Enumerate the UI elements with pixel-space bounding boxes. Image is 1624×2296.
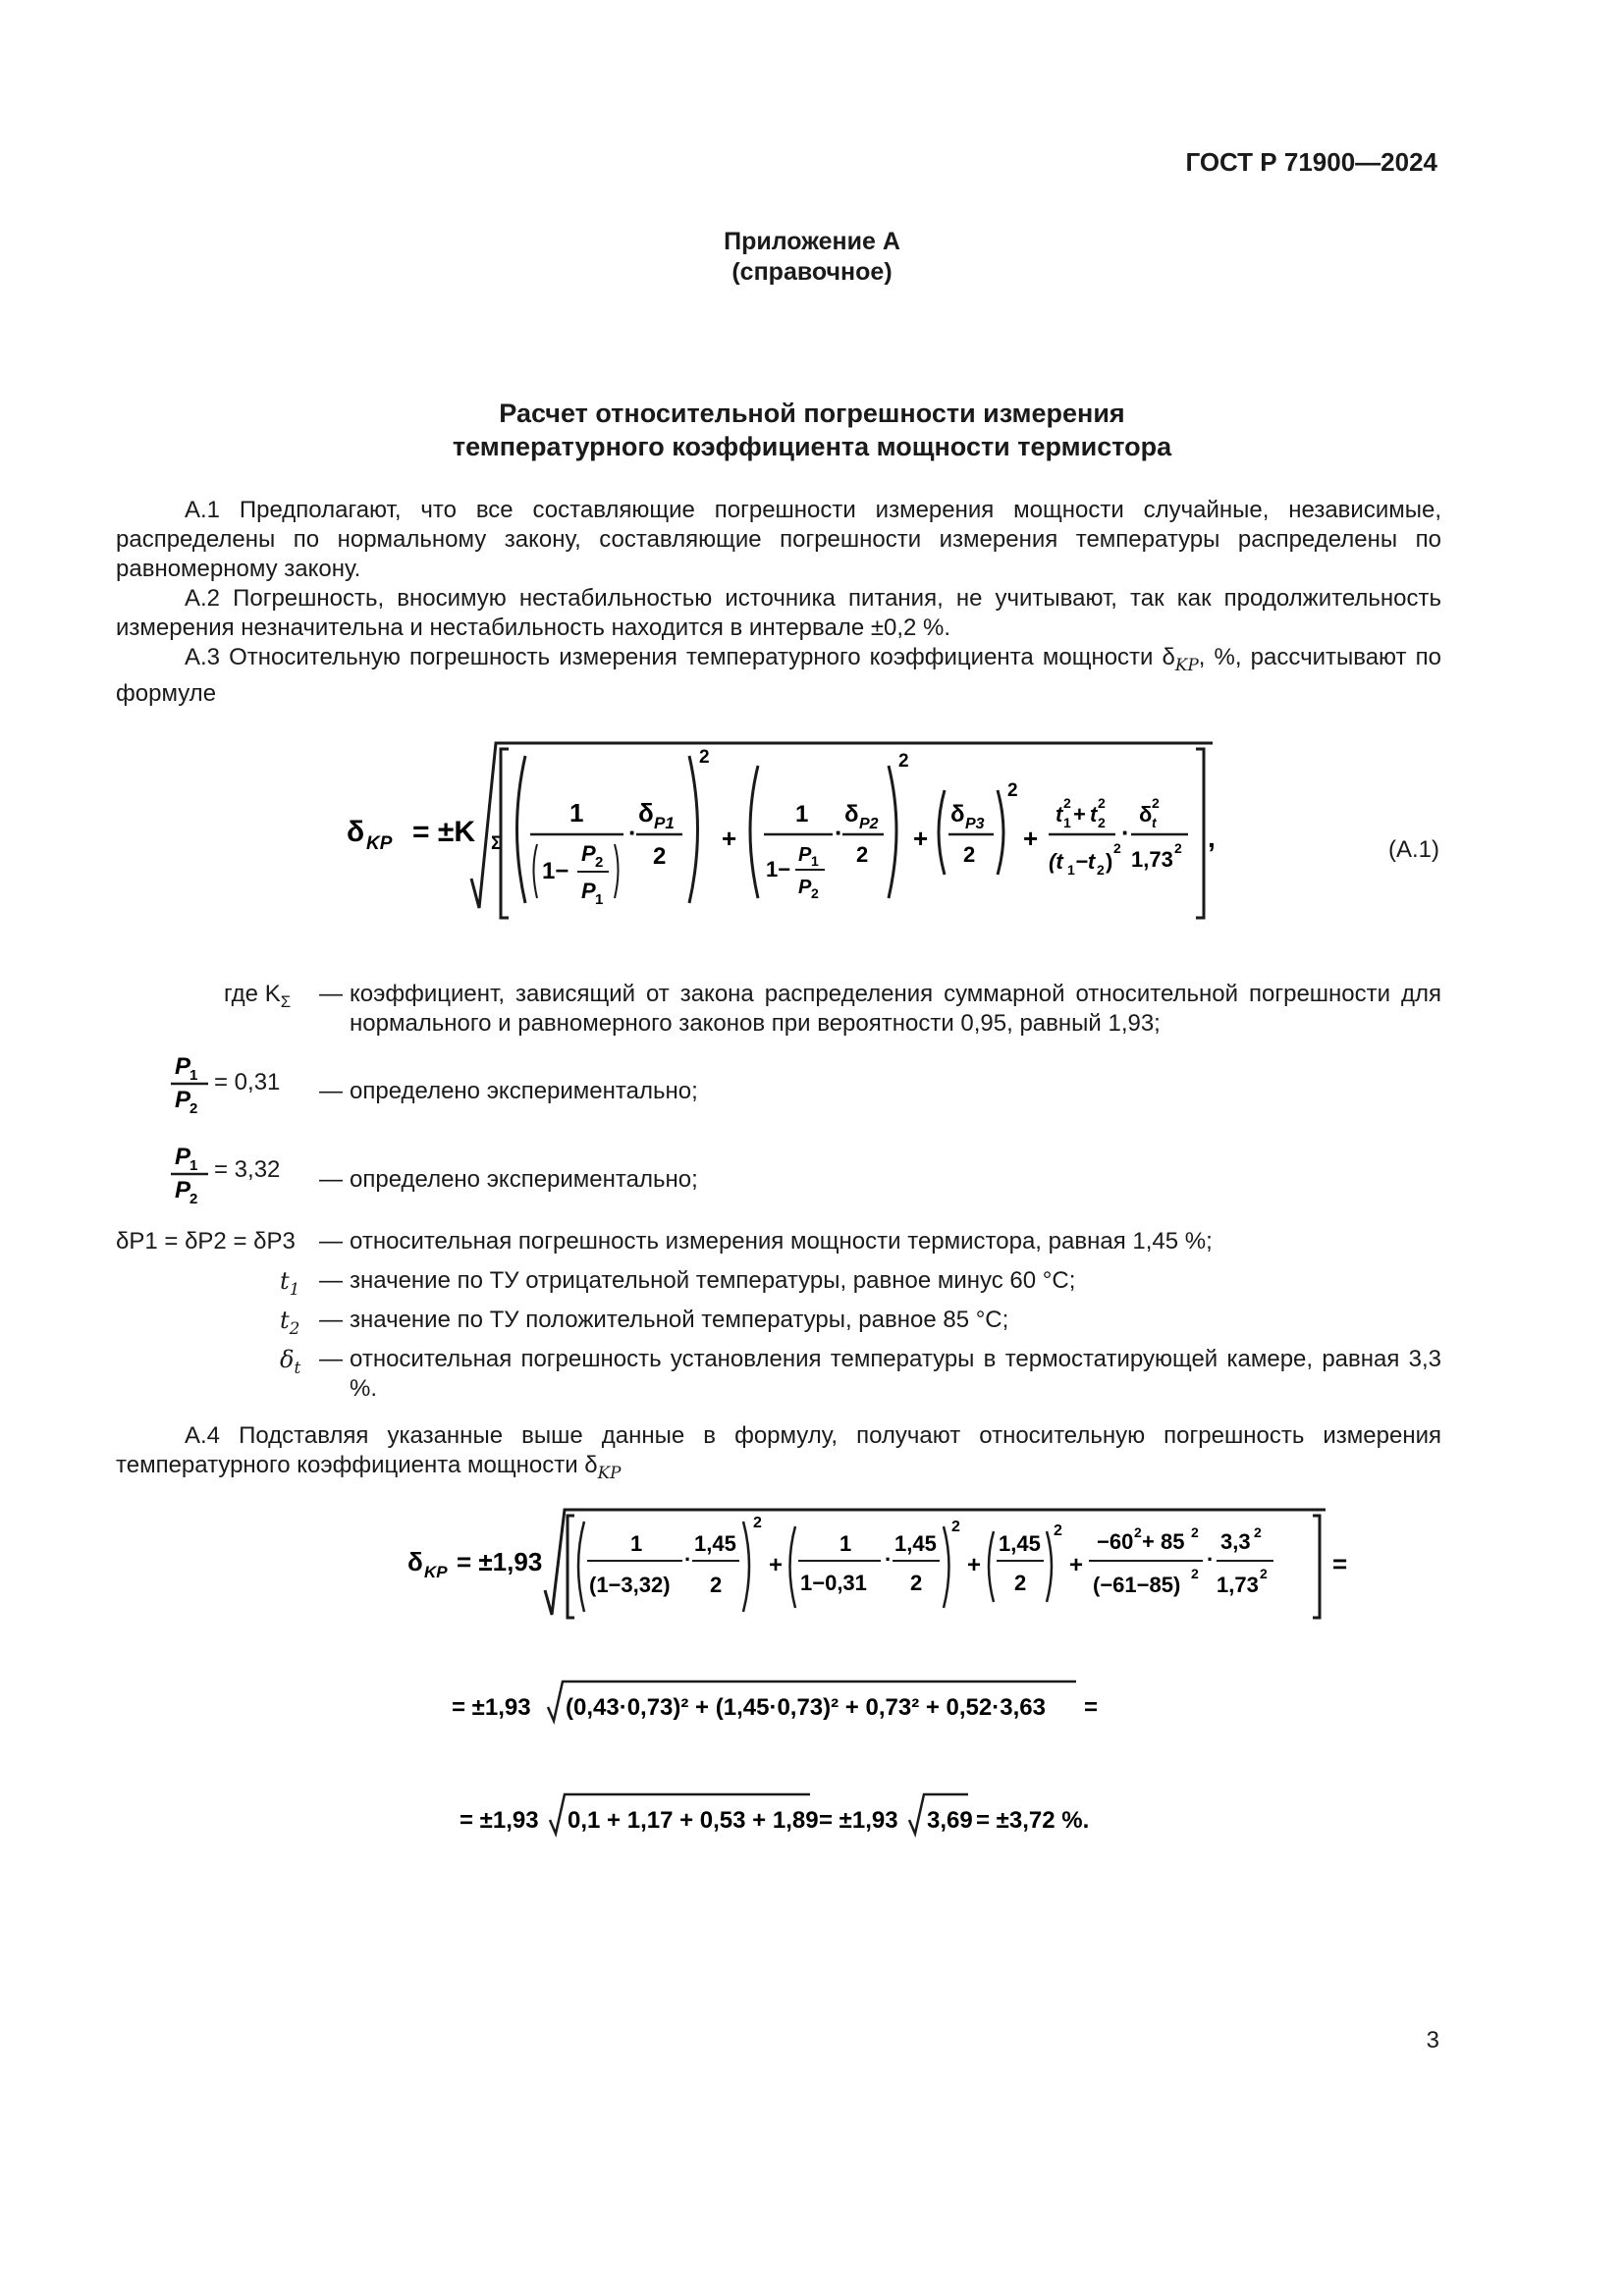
def-delta-t-label: $\delta_t$ bbox=[280, 1346, 301, 1377]
def-t2-text: значение по ТУ положительной температуры, равное 85 °С; bbox=[350, 1307, 1009, 1333]
svg-text:·: · bbox=[1207, 1547, 1215, 1572]
svg-text:P: P bbox=[175, 1144, 191, 1170]
svg-text:1,73: 1,73 bbox=[1217, 1573, 1259, 1597]
section-title-line1: Расчет относительной погрешности измерения bbox=[499, 399, 1125, 428]
svg-text:P: P bbox=[175, 1087, 191, 1113]
svg-text:(t: (t bbox=[1049, 849, 1063, 874]
svg-text:2: 2 bbox=[1063, 795, 1071, 811]
formula-k-sub: Σ bbox=[491, 833, 503, 854]
svg-text:2: 2 bbox=[1134, 1524, 1142, 1540]
svg-text:2: 2 bbox=[753, 1515, 762, 1531]
svg-text:P: P bbox=[581, 879, 596, 903]
def-k-sigma-text: коэффициент, зависящий от закона распределения суммарной относительной погрешности для нормального и равномерного законов при вероятности 0,95, равный 1,93; bbox=[350, 981, 1441, 1037]
svg-text:P: P bbox=[175, 1177, 191, 1203]
svg-text:1: 1 bbox=[1067, 862, 1075, 878]
svg-text:1−: 1− bbox=[542, 858, 569, 884]
svg-text:(0,43·0,73)² + (1,45·0,73)² +: (0,43·0,73)² + (1,45·0,73)² + 0,73² + 0,52·3,63 bbox=[566, 1694, 1046, 1721]
document-code: ГОСТ Р 71900—2024 bbox=[1185, 147, 1437, 177]
formula-lhs-sub: KP bbox=[366, 833, 393, 854]
svg-text:(1−3,32): (1−3,32) bbox=[589, 1573, 671, 1597]
svg-text:2: 2 bbox=[811, 885, 819, 901]
svg-text:= ±1,93: = ±1,93 bbox=[452, 1694, 531, 1721]
formula-bracket-left bbox=[501, 749, 509, 918]
svg-text:2: 2 bbox=[595, 854, 604, 871]
svg-text:3,3: 3,3 bbox=[1220, 1529, 1251, 1554]
paragraph-a2: А.2 Погрешность, вносимую нестабильностью источника питания, не учитывают, так как продолжительность измерения незначительна и нестабильность находится в интервале ±0,2 %. bbox=[116, 585, 1441, 641]
svg-text:·: · bbox=[885, 1547, 893, 1572]
def-delta-p-text: относительная погрешность измерения мощности термистора, равная 1,45 %; bbox=[350, 1228, 1213, 1255]
svg-text:): ) bbox=[1106, 849, 1113, 874]
def-dash: — bbox=[319, 981, 343, 1007]
svg-text:−60: −60 bbox=[1097, 1529, 1134, 1554]
paragraph-a4: А.4 Подставляя указанные выше данные в формулу, получают относительную погрешность измерения температурного коэффициента мощности $\delta_{KP}$ bbox=[116, 1422, 1441, 1482]
svg-text:+: + bbox=[722, 824, 737, 853]
def-t2-label: $t_2$ bbox=[280, 1307, 300, 1338]
svg-text:P: P bbox=[798, 844, 812, 866]
paragraph-a3: А.3 Относительную погрешность измерения температурного коэффициента мощности $\delta_{KP}$, %, рассчитывают по формуле bbox=[116, 644, 1441, 707]
svg-text:2: 2 bbox=[1152, 795, 1160, 811]
svg-text:2: 2 bbox=[1098, 815, 1106, 830]
svg-text:1,45: 1,45 bbox=[894, 1531, 937, 1556]
formula-t1-num: 1 bbox=[569, 798, 584, 828]
svg-text:+ 85: + 85 bbox=[1142, 1529, 1185, 1554]
def-t1-label: $t_1$ bbox=[280, 1267, 300, 1299]
def-delta-t-text: относительная погрешность установления температуры в термостатирующей камере, равная 3,3 %. bbox=[350, 1346, 1441, 1402]
def-dash: — bbox=[319, 1228, 343, 1255]
svg-text:P2: P2 bbox=[859, 816, 879, 832]
svg-text:t: t bbox=[1152, 815, 1157, 830]
svg-text:2: 2 bbox=[1007, 780, 1018, 801]
def-ratio-2-text: определено экспериментально; bbox=[350, 1166, 698, 1193]
svg-text:P3: P3 bbox=[965, 816, 985, 832]
def-dash: — bbox=[319, 1307, 343, 1333]
svg-text:δ: δ bbox=[1139, 802, 1153, 827]
section-title-line2: температурного коэффициента мощности термистора bbox=[452, 432, 1172, 461]
svg-text:2: 2 bbox=[1014, 1571, 1027, 1595]
def-dash: — bbox=[319, 1267, 343, 1294]
def-t1-text: значение по ТУ отрицательной температуры, равное минус 60 °С; bbox=[350, 1267, 1076, 1294]
svg-text:1: 1 bbox=[839, 1531, 852, 1556]
svg-text:2: 2 bbox=[189, 1191, 198, 1203]
def-dash: — bbox=[319, 1346, 343, 1372]
svg-text:2: 2 bbox=[951, 1519, 960, 1535]
formula-eq-k: = ±K bbox=[412, 816, 475, 848]
svg-text:1: 1 bbox=[630, 1531, 643, 1556]
svg-text:2: 2 bbox=[653, 843, 667, 870]
svg-text:3,69: 3,69 bbox=[927, 1807, 973, 1834]
calc-line-2 bbox=[452, 1674, 1119, 1733]
svg-text:0,1 + 1,17 + 0,53 + 1,89: 0,1 + 1,17 + 0,53 + 1,89 bbox=[568, 1807, 819, 1834]
svg-text:·: · bbox=[684, 1547, 692, 1572]
svg-text:2: 2 bbox=[1174, 840, 1182, 856]
svg-text:P: P bbox=[581, 841, 596, 866]
svg-text:,: , bbox=[1208, 823, 1216, 853]
svg-text:1: 1 bbox=[189, 1067, 198, 1084]
svg-text:δ: δ bbox=[950, 801, 965, 828]
def-ratio-1-text: определено экспериментально; bbox=[350, 1078, 698, 1104]
svg-text:+: + bbox=[1023, 824, 1039, 853]
svg-text:2: 2 bbox=[856, 842, 869, 867]
appendix-type: (справочное) bbox=[731, 258, 893, 286]
svg-text:1−0,31: 1−0,31 bbox=[800, 1571, 867, 1595]
svg-text:= ±1,93: = ±1,93 bbox=[460, 1807, 539, 1834]
svg-text:2: 2 bbox=[1254, 1524, 1262, 1540]
svg-text:2: 2 bbox=[1097, 862, 1105, 878]
paragraph-a1: А.1 Предполагают, что все составляющие погрешности измерения мощности случайные, независимые, распределены по нормальному закону, составляющие погрешности измерения температуры распределены по равномерному закону. bbox=[116, 497, 1441, 582]
svg-text:=: = bbox=[1332, 1549, 1348, 1578]
svg-text:1,45: 1,45 bbox=[694, 1531, 736, 1556]
svg-text:+: + bbox=[967, 1552, 982, 1578]
svg-text:1: 1 bbox=[595, 891, 604, 908]
svg-text:t: t bbox=[1056, 802, 1063, 827]
svg-text:1,73: 1,73 bbox=[1131, 847, 1173, 872]
svg-text:+: + bbox=[913, 824, 929, 853]
svg-text:·: · bbox=[1121, 818, 1130, 847]
svg-text:2: 2 bbox=[699, 747, 710, 768]
svg-text:=: = bbox=[1084, 1694, 1099, 1721]
page-number: 3 bbox=[1426, 2027, 1439, 2054]
def-dash: — bbox=[319, 1078, 343, 1104]
svg-text:+: + bbox=[1069, 1552, 1084, 1578]
svg-text:1: 1 bbox=[189, 1157, 198, 1174]
svg-text:2: 2 bbox=[710, 1573, 723, 1597]
svg-text:+: + bbox=[1073, 802, 1086, 827]
svg-text:1: 1 bbox=[795, 801, 809, 828]
svg-text:= ±3,72 %.: = ±3,72 %. bbox=[976, 1807, 1090, 1834]
svg-text:2: 2 bbox=[910, 1571, 923, 1595]
svg-text:2: 2 bbox=[1191, 1566, 1199, 1581]
svg-text:2: 2 bbox=[1260, 1566, 1268, 1581]
svg-text:(−61−85): (−61−85) bbox=[1093, 1573, 1181, 1597]
def-ratio-2-value: = 3,32 bbox=[214, 1156, 281, 1183]
svg-text:1: 1 bbox=[811, 853, 819, 869]
svg-text:·: · bbox=[835, 818, 843, 847]
svg-text:2: 2 bbox=[1054, 1522, 1062, 1539]
formula-bracket-right bbox=[1196, 749, 1204, 918]
svg-text:+: + bbox=[769, 1552, 784, 1578]
formula-number: (А.1) bbox=[1387, 836, 1439, 863]
svg-text:1: 1 bbox=[1063, 815, 1071, 830]
svg-text:= ±1,93: = ±1,93 bbox=[819, 1807, 898, 1834]
def-dash: — bbox=[319, 1166, 343, 1193]
svg-text:2: 2 bbox=[1113, 840, 1121, 856]
svg-text:P: P bbox=[175, 1053, 191, 1080]
calc-line-3 bbox=[460, 1787, 1127, 1845]
svg-text:·: · bbox=[628, 818, 637, 847]
svg-text:2: 2 bbox=[963, 842, 976, 867]
svg-text:P1: P1 bbox=[654, 814, 675, 832]
svg-text:2: 2 bbox=[1191, 1524, 1199, 1540]
def-delta-p-label: δP1 = δP2 = δP3 bbox=[116, 1228, 296, 1255]
svg-text:KP: KP bbox=[424, 1563, 448, 1581]
svg-text:2: 2 bbox=[189, 1100, 198, 1113]
svg-text:−t: −t bbox=[1075, 849, 1096, 874]
svg-text:t: t bbox=[1090, 802, 1098, 827]
svg-text:1−: 1− bbox=[766, 857, 791, 881]
formula-lhs: δ bbox=[347, 816, 365, 848]
appendix-title: Приложение А bbox=[724, 228, 900, 255]
svg-text:2: 2 bbox=[898, 751, 909, 772]
svg-text:δ: δ bbox=[638, 798, 654, 828]
def-ratio-1-value: = 0,31 bbox=[214, 1069, 281, 1095]
svg-text:1,45: 1,45 bbox=[999, 1531, 1041, 1556]
svg-text:P: P bbox=[798, 877, 812, 898]
svg-text:δ: δ bbox=[407, 1547, 423, 1576]
svg-text:2: 2 bbox=[1098, 795, 1106, 811]
svg-text:= ±1,93: = ±1,93 bbox=[457, 1547, 543, 1576]
calc-line-1 bbox=[398, 1502, 1360, 1629]
formula-a1 bbox=[324, 731, 1237, 928]
def-k-sigma-label: где $K_\Sigma$ bbox=[224, 981, 292, 1011]
svg-text:δ: δ bbox=[844, 801, 859, 828]
